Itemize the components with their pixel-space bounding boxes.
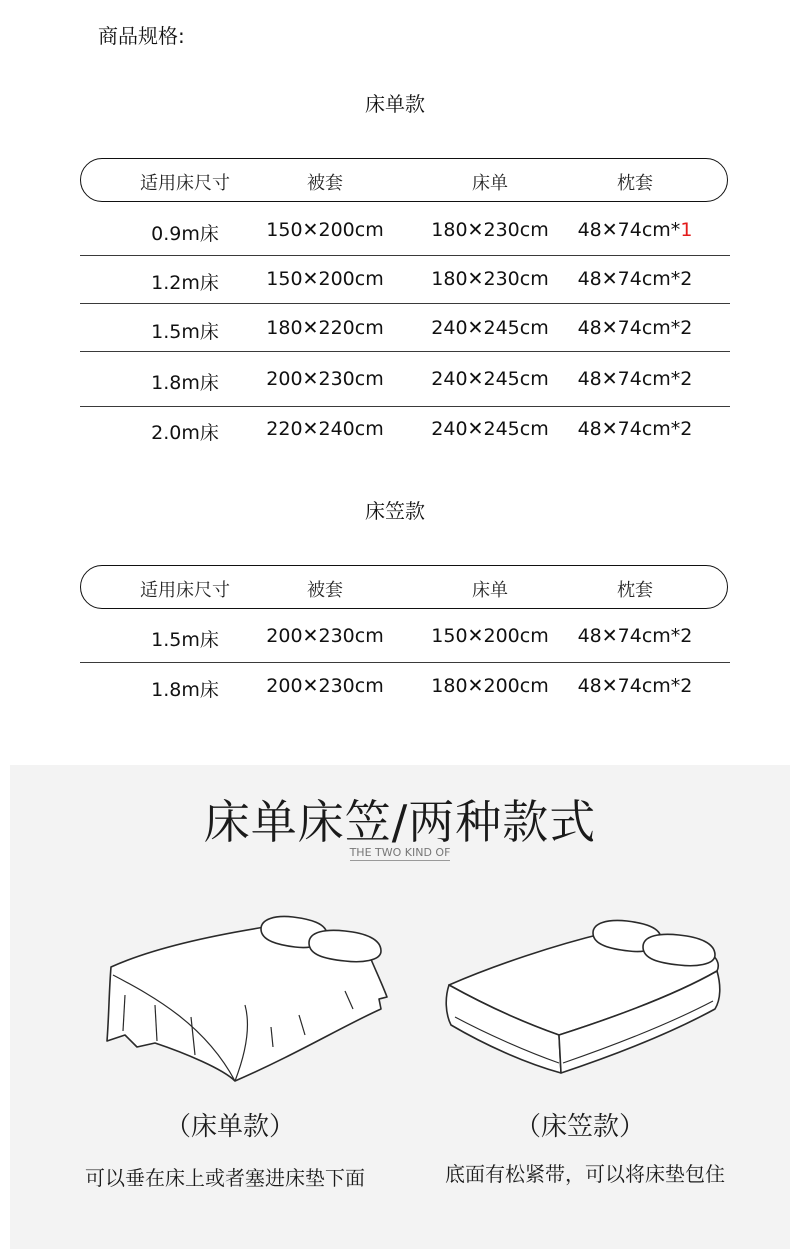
- table-cell: 200✕230cm: [266, 675, 384, 697]
- styles-title: 床单床笠/两种款式: [203, 795, 597, 849]
- table-cell: 48✕74cm*2: [577, 368, 693, 390]
- table-cell: 200✕230cm: [266, 625, 384, 647]
- table-row: 1.5m床: [151, 629, 219, 651]
- table-cell: 180✕230cm: [431, 268, 549, 290]
- flat-sheet-caption: （床单款）: [164, 1112, 295, 1142]
- pillow-size: 48✕74cm*: [577, 219, 681, 241]
- flat-sheet-description: 可以垂在床上或者塞进床垫下面: [85, 1166, 365, 1190]
- table-row: 1.8m床: [151, 679, 219, 701]
- styles-subtitle-text: THE TWO KIND OF: [349, 846, 451, 859]
- table-cell: 180✕230cm: [431, 219, 549, 241]
- table-cell: 180✕200cm: [431, 675, 549, 697]
- styles-subtitle: [10, 846, 790, 859]
- table-cell: 48✕74cm*2: [577, 625, 693, 647]
- fitted-sheet-description: 底面有松紧带，可以将床垫包住: [445, 1162, 725, 1186]
- table1-header-duvet: 被套: [307, 173, 343, 194]
- table-cell: 200✕230cm: [266, 368, 384, 390]
- table-cell: 48✕74cm*2: [577, 418, 693, 440]
- table-cell: 48✕74cm*2: [577, 675, 693, 697]
- table2-title: 床笠款: [365, 499, 425, 523]
- table1-header-pillow: 枕套: [617, 173, 653, 194]
- table-cell: 220✕240cm: [266, 418, 384, 440]
- table-cell: 240✕245cm: [431, 418, 549, 440]
- table-row: 2.0m床: [151, 422, 219, 444]
- table-cell: 150✕200cm: [266, 219, 384, 241]
- table-cell: 150✕200cm: [266, 268, 384, 290]
- table-cell: 150✕200cm: [431, 625, 549, 647]
- table-row: 1.8m床: [151, 372, 219, 394]
- spec-heading: 商品规格:: [98, 24, 185, 48]
- table-row: 1.2m床: [151, 272, 219, 294]
- table2-header-size: 适用床尺寸: [140, 580, 230, 601]
- row-divider: [80, 351, 730, 352]
- table-cell: 48✕74cm*2: [577, 268, 693, 290]
- row-divider: [80, 406, 730, 407]
- table2-header-sheet: 床单: [472, 580, 508, 601]
- pillow-count-highlight: 1: [680, 219, 693, 241]
- row-divider: [80, 255, 730, 256]
- table-row: 0.9m床: [151, 223, 219, 245]
- row-divider: [80, 662, 730, 663]
- table-row: 1.5m床: [151, 321, 219, 343]
- table1-title: 床单款: [365, 92, 425, 116]
- table2-header-pillow: 枕套: [617, 580, 653, 601]
- flat-sheet-illustration: [95, 905, 405, 1095]
- table1-header-sheet: 床单: [472, 173, 508, 194]
- table-cell: 240✕245cm: [431, 317, 549, 339]
- fitted-sheet-illustration: [435, 905, 735, 1095]
- fitted-sheet-caption: （床笠款）: [514, 1112, 645, 1142]
- table2-header-duvet: 被套: [307, 580, 343, 601]
- table1-header-size: 适用床尺寸: [140, 173, 230, 194]
- table-cell: 180✕220cm: [266, 317, 384, 339]
- row-divider: [80, 303, 730, 304]
- table-cell: 240✕245cm: [431, 368, 549, 390]
- table-cell: [560, 219, 710, 241]
- table-cell: 48✕74cm*2: [577, 317, 693, 339]
